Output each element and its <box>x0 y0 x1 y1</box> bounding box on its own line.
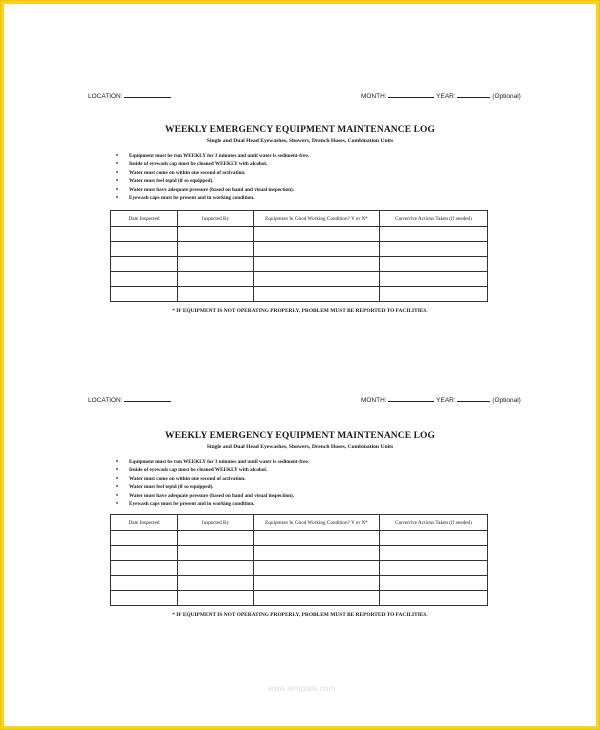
column-header-actions: Corrective Actions Taken (if needed) <box>380 211 488 227</box>
inspector-cell[interactable] <box>178 242 254 257</box>
requirement-item: • Water must have adequate pressure (based on hand and visual inspection). <box>116 186 309 194</box>
condition-cell[interactable] <box>254 546 380 561</box>
actions-cell[interactable] <box>380 591 488 606</box>
year-label: YEAR: <box>436 93 456 100</box>
date-cell[interactable] <box>111 242 178 257</box>
date-fields <box>361 395 521 404</box>
table-row <box>111 287 488 302</box>
actions-cell[interactable] <box>380 287 488 302</box>
actions-cell[interactable] <box>380 242 488 257</box>
inspector-cell[interactable] <box>178 257 254 272</box>
requirement-item: • Water must come on within one second of activation. <box>116 475 309 483</box>
column-header-condition: Equipment In Good Working Condition? Y or N* <box>254 211 380 227</box>
optional-label: (Optional) <box>492 93 521 100</box>
condition-cell[interactable] <box>254 531 380 546</box>
date-cell[interactable] <box>111 257 178 272</box>
form-subtitle: Single and Dual Head Eyewashes, Showers, Drench Hoses, Combination Units <box>206 444 394 450</box>
header-row <box>0 395 600 405</box>
date-cell[interactable] <box>111 591 178 606</box>
date-cell[interactable] <box>111 561 178 576</box>
condition-cell[interactable] <box>254 591 380 606</box>
table-row <box>111 257 488 272</box>
date-cell[interactable] <box>111 272 178 287</box>
column-header-actions: Corrective Actions Taken (if needed) <box>380 515 488 531</box>
requirement-item: • Water must have adequate pressure (based on hand and visual inspection). <box>116 492 309 500</box>
year-label: YEAR: <box>436 397 456 404</box>
location-label: LOCATION: <box>88 93 123 100</box>
year-blank[interactable] <box>457 395 490 402</box>
requirement-item: • Inside of eyewash cap must be cleaned WEEKLY with alcohol. <box>116 466 309 474</box>
table-row <box>111 531 488 546</box>
table-row <box>111 546 488 561</box>
actions-cell[interactable] <box>380 272 488 287</box>
location-field[interactable] <box>88 395 171 404</box>
requirement-item: • Water must feel tepid (if so equipped). <box>116 177 309 185</box>
requirement-item: • Equipment must be run WEEKLY for 3 minutes and until water is sediment-free. <box>116 152 309 160</box>
inspection-log-table <box>110 514 488 606</box>
location-blank[interactable] <box>124 395 171 402</box>
inspector-cell[interactable] <box>178 287 254 302</box>
form-title: WEEKLY EMERGENCY EQUIPMENT MAINTENANCE LOG <box>164 431 436 441</box>
column-header-date: Date Inspected <box>111 515 178 531</box>
inspector-cell[interactable] <box>178 576 254 591</box>
table-row <box>111 591 488 606</box>
table-row <box>111 242 488 257</box>
footnote: * IF EQUIPMENT IS NOT OPERATING PROPERLY, PROBLEM MUST BE REPORTED TO FACILITIES. <box>172 612 428 618</box>
watermark: www.template.com <box>268 684 336 693</box>
requirements-list <box>116 458 309 508</box>
actions-cell[interactable] <box>380 257 488 272</box>
actions-cell[interactable] <box>380 576 488 591</box>
requirement-item: • Water must come on within one second of activation. <box>116 169 309 177</box>
column-header-inspector: Inspected By <box>178 211 254 227</box>
table-row <box>111 561 488 576</box>
condition-cell[interactable] <box>254 257 380 272</box>
table-header-row <box>111 515 488 531</box>
column-header-inspector: Inspected By <box>178 515 254 531</box>
table-row <box>111 272 488 287</box>
requirement-item: • Eyewash caps must be present and in working condition. <box>116 500 309 508</box>
table-row <box>111 576 488 591</box>
location-label: LOCATION: <box>88 397 123 404</box>
condition-cell[interactable] <box>254 576 380 591</box>
date-cell[interactable] <box>111 287 178 302</box>
form-subtitle: Single and Dual Head Eyewashes, Showers, Drench Hoses, Combination Units <box>206 138 394 144</box>
inspector-cell[interactable] <box>178 546 254 561</box>
month-label: MONTH: <box>361 397 387 404</box>
requirement-item: • Equipment must be run WEEKLY for 3 minutes and until water is sediment-free. <box>116 458 309 466</box>
month-blank[interactable] <box>388 395 434 402</box>
optional-label: (Optional) <box>492 397 521 404</box>
date-cell[interactable] <box>111 576 178 591</box>
actions-cell[interactable] <box>380 561 488 576</box>
requirement-item: • Inside of eyewash cap must be cleaned WEEKLY with alcohol. <box>116 160 309 168</box>
actions-cell[interactable] <box>380 531 488 546</box>
inspector-cell[interactable] <box>178 272 254 287</box>
inspector-cell[interactable] <box>178 591 254 606</box>
actions-cell[interactable] <box>380 546 488 561</box>
month-label: MONTH: <box>361 93 387 100</box>
date-cell[interactable] <box>111 531 178 546</box>
footnote: * IF EQUIPMENT IS NOT OPERATING PROPERLY, PROBLEM MUST BE REPORTED TO FACILITIES. <box>172 308 428 314</box>
requirement-item: • Eyewash caps must be present and in working condition. <box>116 194 309 202</box>
condition-cell[interactable] <box>254 287 380 302</box>
column-header-date: Date Inspected <box>111 211 178 227</box>
condition-cell[interactable] <box>254 242 380 257</box>
date-cell[interactable] <box>111 546 178 561</box>
inspector-cell[interactable] <box>178 561 254 576</box>
inspector-cell[interactable] <box>178 531 254 546</box>
form-title: WEEKLY EMERGENCY EQUIPMENT MAINTENANCE LOG <box>164 125 436 135</box>
requirement-item: • Water must feel tepid (if so equipped). <box>116 483 309 491</box>
column-header-condition: Equipment In Good Working Condition? Y or N* <box>254 515 380 531</box>
condition-cell[interactable] <box>254 561 380 576</box>
condition-cell[interactable] <box>254 272 380 287</box>
